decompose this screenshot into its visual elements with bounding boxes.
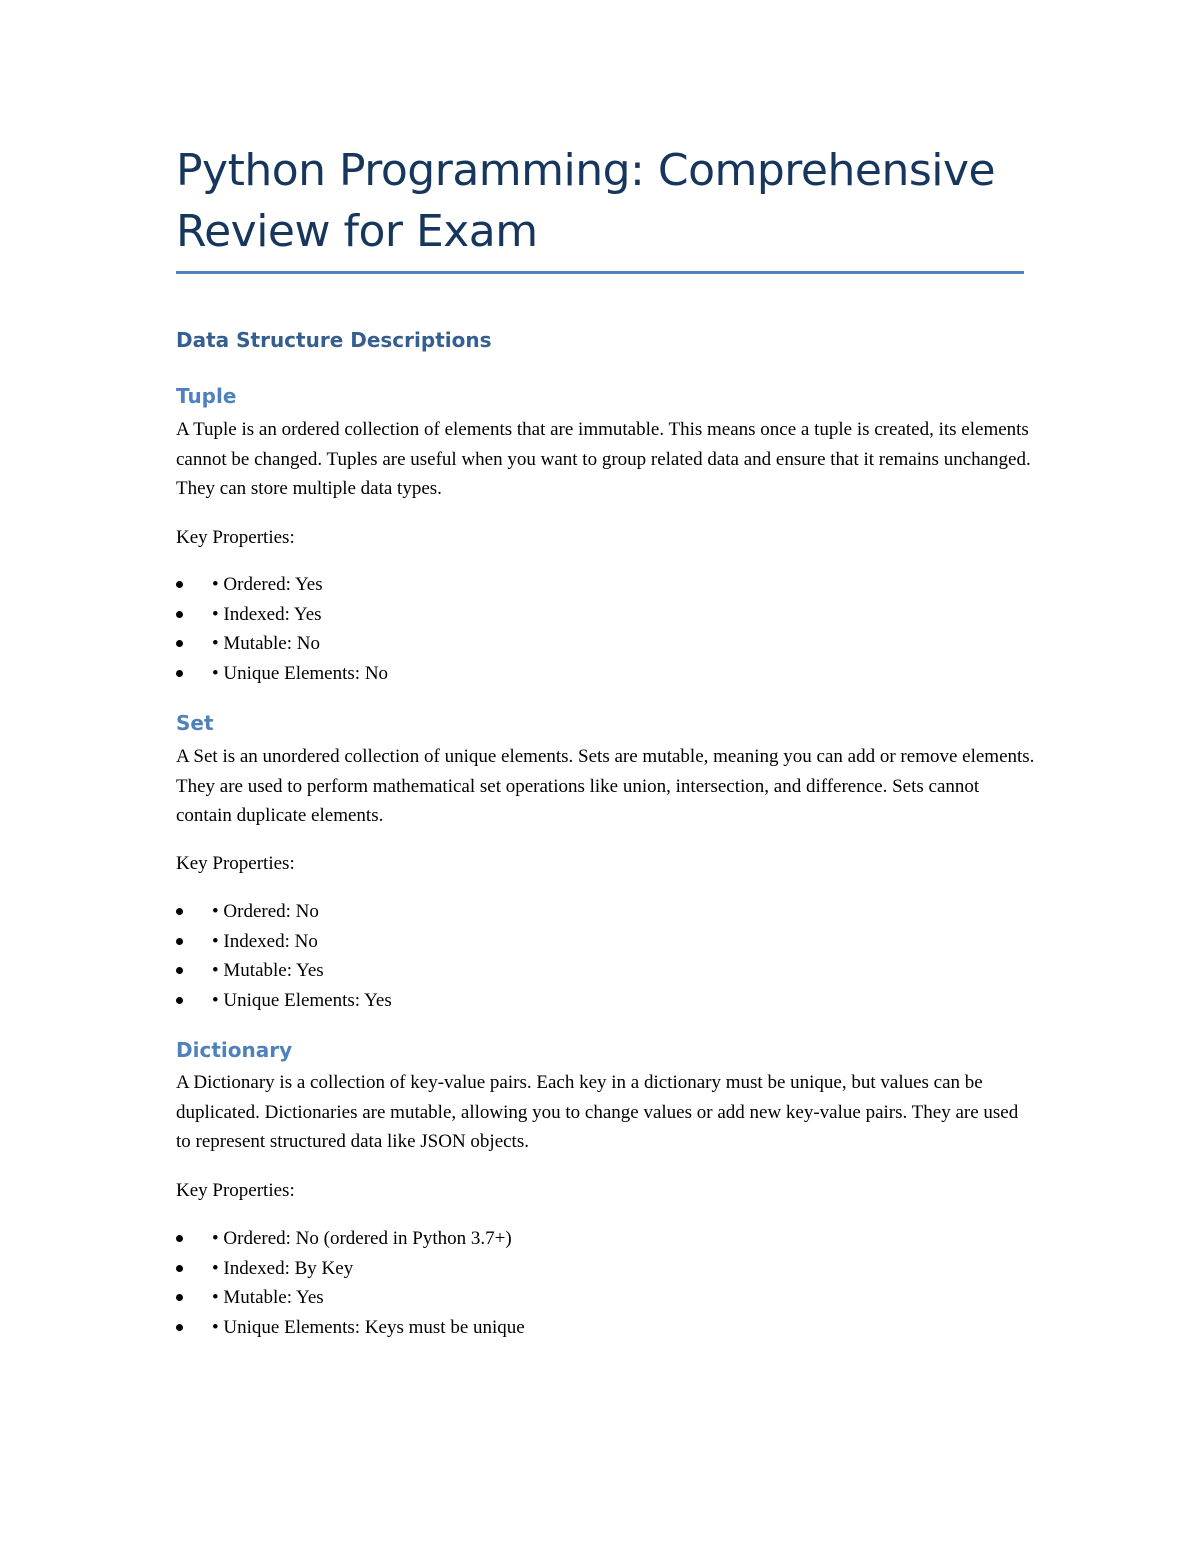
dictionary-properties-list xyxy=(176,1224,525,1342)
property-text: • Indexed: No xyxy=(212,930,318,952)
bullet-icon xyxy=(176,967,183,974)
bullet-icon xyxy=(176,908,183,915)
property-text: • Unique Elements: No xyxy=(212,662,389,684)
list-item xyxy=(176,956,392,986)
list-item xyxy=(176,1313,525,1343)
list-item xyxy=(176,600,388,630)
property-text: • Mutable: No xyxy=(212,633,320,654)
set-key-properties-label: Key Properties: xyxy=(176,853,295,874)
title-underline-rule xyxy=(176,271,1024,274)
bullet-icon xyxy=(176,997,183,1004)
list-item xyxy=(176,629,388,659)
bullet-icon xyxy=(176,1324,183,1331)
set-heading: Set xyxy=(176,711,214,735)
list-item xyxy=(176,1254,525,1284)
bullet-icon xyxy=(176,670,183,677)
property-text: • Ordered: No (ordered in Python 3.7+) xyxy=(212,1228,512,1249)
property-text: • Ordered: Yes xyxy=(212,574,323,595)
list-item xyxy=(176,927,392,957)
list-item xyxy=(176,659,388,689)
bullet-icon xyxy=(176,581,183,588)
dictionary-heading: Dictionary xyxy=(176,1038,293,1062)
property-text: • Mutable: Yes xyxy=(212,1287,324,1308)
tuple-properties-list xyxy=(176,570,388,688)
bullet-icon xyxy=(176,1294,183,1301)
set-description: A Set is an unordered collection of unique elements. Sets are mutable, meaning you can add or remove elements. They are used to perform mathematical set operations like union, intersection, and difference. Sets cannot contain duplicate elements. xyxy=(176,746,1035,826)
section-heading: Data Structure Descriptions xyxy=(176,328,492,352)
list-item xyxy=(176,986,392,1016)
bullet-icon xyxy=(176,1265,183,1272)
bullet-icon xyxy=(176,938,183,945)
list-item xyxy=(176,1224,525,1254)
list-item xyxy=(176,1283,525,1313)
document-title: Python Programming: Comprehensive Review for Exam xyxy=(176,145,996,257)
property-text: • Unique Elements: Keys must be unique xyxy=(212,1316,525,1338)
tuple-key-properties-label: Key Properties: xyxy=(176,527,295,548)
bullet-icon xyxy=(176,640,183,647)
property-text: • Unique Elements: Yes xyxy=(212,989,392,1011)
set-properties-list xyxy=(176,897,392,1015)
bullet-icon xyxy=(176,1235,183,1242)
property-text: • Indexed: By Key xyxy=(212,1257,354,1279)
bullet-icon xyxy=(176,611,183,618)
list-item xyxy=(176,897,392,927)
list-item xyxy=(176,570,388,600)
dictionary-key-properties-label: Key Properties: xyxy=(176,1180,295,1201)
tuple-heading: Tuple xyxy=(176,384,237,408)
property-text: • Mutable: Yes xyxy=(212,960,324,981)
property-text: • Indexed: Yes xyxy=(212,603,322,625)
tuple-description: A Tuple is an ordered collection of elements that are immutable. This means once a tuple is created, its elements cannot be changed. Tuples are useful when you want to group related data and ensure that it remains unchanged. They can store multiple data types. xyxy=(176,419,1031,499)
property-text: • Ordered: No xyxy=(212,901,319,922)
dictionary-description: A Dictionary is a collection of key-value pairs. Each key in a dictionary must be unique, but values can be duplicated. Dictionaries are mutable, allowing you to change values or add new key-value pairs. They are used to represent structured data like JSON objects. xyxy=(176,1072,1019,1152)
